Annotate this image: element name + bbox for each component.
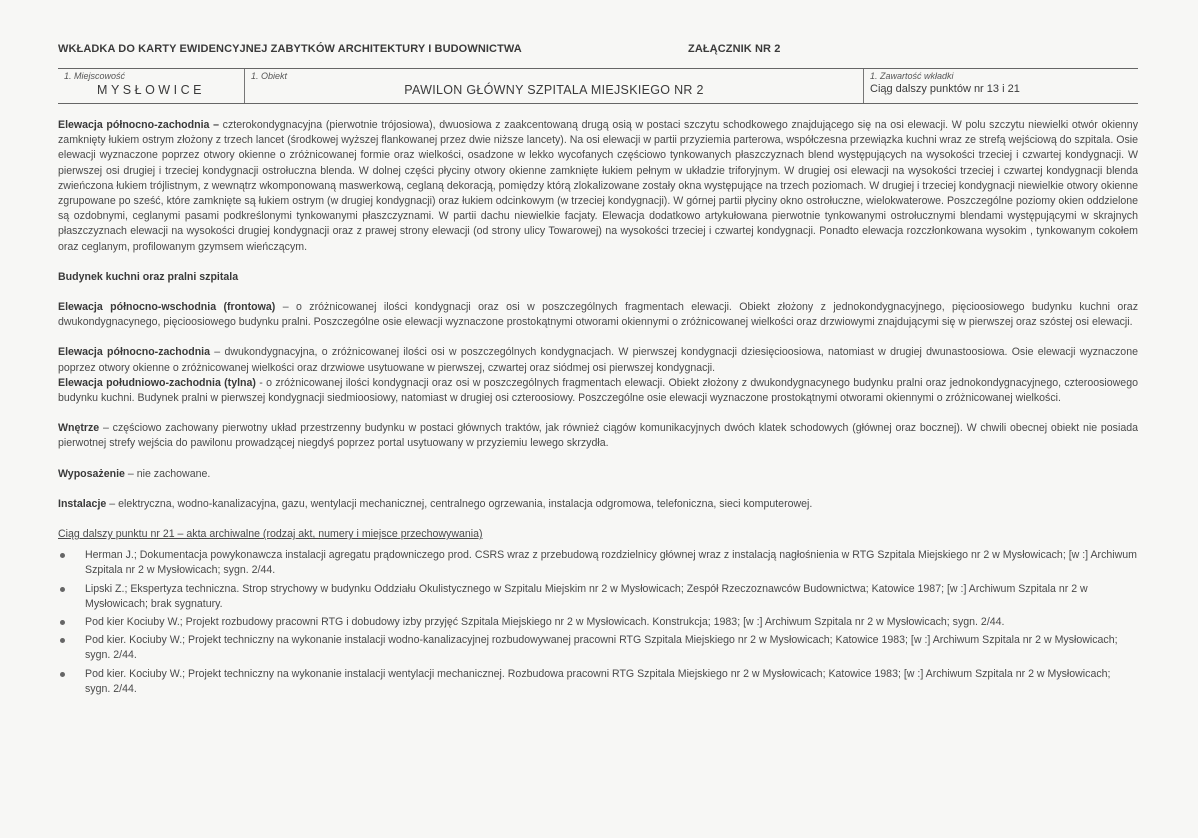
document-body bbox=[58, 118, 1138, 697]
locality-label: 1. Miejscowość bbox=[64, 71, 126, 81]
section-heading: Wnętrze bbox=[58, 422, 100, 435]
section-heading: Elewacja północno-zachodnia – bbox=[58, 119, 219, 131]
paragraph-text: czterokondygnacyjna (pierwotnie trójosiowa), dwuosiowa z zaakcentowaną drugą osią w postaci szczytu schodkowego znajdującego się na osi elewacji. W polu szczytu niewielki otwór okienny zamknięty łukiem ostrym złożony z trzech lancet (środkowej wyższej flankowanej przez dwie niższe lancety). Na osi elewacji w partii przyziemia parterowa, współczesna przewiązka kuchni wraz ze strefą wejściową do szpitala. Osie elewacji wyznaczone poprzez otwory okienne o zróżnicowanej formie oraz wielkości, osadzone w lekko wycofanych częściowo tynkowanych płaszczyznach blend występujących na wysokości trzeciej i czwartej kondygnacji. W pierwszej osi drugiej i trzeciej kondygnacji ostrołuczna blenda. W dolnej części płyciny otwory okienne zamknięte łukiem pełnym w układzie triforyjnym. W drugiej osi elewacji na wysokości trzeciej i czwartej kondygnacji blenda zwieńczona łukiem trójlistnym, z wewnątrz wkomponowaną maswerkową, ceglaną dekoracją, pomiędzy którą zlokalizowane zostały okna występujące na trzech poziomach. W drugiej i trzeciej kondygnacji niewielkie otwory okienne zgrupowane po sześć, które zamknięte są łukiem ostrym (w drugiej kondygnacji) oraz łukiem odcinkowym (w trzeciej kondygnacji). W górnej partii płyciny okno ostrołuczne, wielokwaterowe. Poszczególne poziomy okien oddzielone są ozdobnymi, ceglanymi pasami podkreślonymi tynkowanymi płaszczyznami. W partii dachu niewielkie facjaty. Elewacja dodatkowo artykułowana pierwotnie tynkowanymi ostrołucznymi blendami występującymi w skrajnych płaszczyznach elewacji na wysokości drugiej kondygnacji oraz z prawej strony elewacji (od strony ulicy Towarowej) na wysokości trzeciej i czwartej kondygnacji. Ponadto elewacja rozczłonkowana wysokim , tynkowanym cokołem oraz ceglanym, profilowanym gzymsem wieńczącym. bbox=[58, 119, 1138, 253]
reference-item bbox=[58, 633, 1138, 663]
reference-text: Pod kier. Kociuby W.; Projekt techniczny na wykonanie instalacji wentylacji mechanicznej. Rozbudowa pracowni RTG Szpitala Miejskiego nr 2 w Mysłowicach; Katowice 1983; [w :] Archiwum Szpitala nr 2 w Mysłowicach; sygn. 2/44. bbox=[85, 667, 1111, 695]
document-page bbox=[58, 40, 1138, 700]
paragraph-ne-elevation bbox=[58, 300, 1138, 330]
paragraph-text: – nie zachowane. bbox=[124, 467, 211, 480]
section-heading: Elewacja południowo-zachodnia (tylna) bbox=[58, 376, 256, 389]
paragraph-text: – elektryczna, wodno-kanalizacyjna, gazu, wentylacji mechanicznej, centralnego ogrzewania, instalacja odgromowa, telefoniczna, sieci komputerowej. bbox=[106, 497, 813, 510]
paragraph-sw-elevation bbox=[58, 376, 1138, 406]
reference-text: Lipski Z.; Ekspertyza techniczna. Strop strychowy w budynku Oddziału Okulistycznego w Szpitalu Miejskim nr 2 w Mysłowicach; Zespół Rzeczoznawców Budownictwa; Katowice 1987; [w :] Archiwum Szpitala nr 2 w Mysłowicach; brak sygnatury. bbox=[85, 582, 1088, 610]
paragraph-nw-elevation bbox=[58, 118, 1138, 255]
kitchen-heading: Budynek kuchni oraz pralni szpitala bbox=[58, 270, 239, 283]
paragraph-text: – dwukondygnacyjna, o zróżnicowanej ilości osi w poszczególnych kondygnacjach. W pierwszej kondygnacji dziesięcioosiowa, natomiast w drugiej dwunastoosiowa. Osie elewacji wyznaczone poprzez otwory okienne o zróżnicowanej wielkości oraz drzwiowe usytuowane w pierwszej, czwartej oraz siódmej osi pierwszej kondygnacji. bbox=[58, 346, 1138, 374]
contents-value: Ciąg dalszy punktów nr 13 i 21 bbox=[870, 83, 1020, 95]
section-heading: Elewacja północno-wschodnia (frontowa) bbox=[58, 301, 276, 314]
section-heading: Wyposażenie bbox=[58, 467, 125, 480]
reference-item bbox=[58, 667, 1138, 697]
paragraph-interior bbox=[58, 421, 1138, 451]
locality-cell bbox=[58, 69, 245, 103]
reference-text: Pod kier Kociuby W.; Projekt rozbudowy pracowni RTG i dobudowy izby przyjęć Szpitala Miejskiego nr 2 w Mysłowicach. Konstrukcja; 1983; [w :] Archiwum Szpitala nr 2 w Mysłowicach; sygn. 2/44. bbox=[85, 616, 1005, 629]
paragraph-nw-elevation-kitchen bbox=[58, 345, 1138, 375]
document-header bbox=[58, 40, 1138, 58]
object-label: 1. Obiekt bbox=[251, 71, 288, 81]
reference-text: Pod kier. Kociuby W.; Projekt techniczny na wykonanie instalacji wodno-kanalizacyjnej rozbudowywanej pracowni RTG Szpitala Miejskiego nr 2 w Mysłowicach; Katowice 1983; [w :] Archiwum Szpitala nr 2 w Mysłowicach; sygn. 2/44. bbox=[85, 634, 1118, 662]
locality-value: MYSŁOWICE bbox=[97, 83, 205, 97]
reference-item bbox=[58, 548, 1138, 578]
annex-label: ZAŁĄCZNIK NR 2 bbox=[688, 43, 781, 55]
document-title: WKŁADKA DO KARTY EWIDENCYJNEJ ZABYTKÓW ARCHITEKTURY I BUDOWNICTWA bbox=[58, 43, 522, 55]
bullet-icon bbox=[60, 638, 65, 643]
paragraph-text: - o zróżnicowanej ilości kondygnacji oraz osi w poszczególnych fragmentach elewacji. Obiekt złożony z dwukondygnacynego budynku pralni oraz jednokondygnacyjnego, czteroosiowego budynku kuchni. Budynek pralni w pierwszej kondygnacji siedmioosiowy, natomiast w drugiej osi czteroosiowy. Poszczególne osie elewacji wyznaczone prostokątnymi otworami okiennymi o zróżnicowanej wielkości. bbox=[58, 376, 1138, 405]
object-value: PAWILON GŁÓWNY SZPITALA MIEJSKIEGO NR 2 bbox=[404, 83, 704, 97]
object-cell bbox=[245, 69, 864, 103]
reference-item bbox=[58, 582, 1138, 612]
paragraph-installations bbox=[58, 497, 1138, 512]
contents-cell bbox=[864, 69, 1138, 103]
paragraph-equipment bbox=[58, 467, 1138, 482]
reference-text: Herman J.; Dokumentacja powykonawcza instalacji agregatu prądowniczego prod. CSRS wraz z przebudową rozdzielnicy głównej wraz z instalacją nagłośnienia w RTG Szpitala Miejskiego nr 2 w Mysłowicach; [w :] Archiwum Szpitala nr 2 w Mysłowicach; sygn. 2/44. bbox=[85, 549, 1137, 577]
paragraph-text: – częściowo zachowany pierwotny układ przestrzenny budynku w postaci głównych traktów, jak również ciągów komunikacyjnych dwóch klatek schodowych (głównej oraz bocznej). W chwili obecnej obiekt nie posiada pierwotnej strefy wejścia do pawilonu prowadzącej niegdyś poprzez portal usytuowany w przyziemiu lewego skrzydła. bbox=[58, 422, 1138, 450]
paragraph-text: – o zróżnicowanej ilości kondygnacji oraz osi w poszczególnych fragmentach elewacji. Obiekt złożony z jednokondygnacyjnego, pięcioosiowego budynku kuchni oraz dwukondygnacynego, pięcioosiowego budynku pralni. Poszczególne osie elewacji wyznaczone prostokątnymi otworami okiennymi o zróżnicowanej wielkości oraz drzwiowymi znajdującymi się w pierwszej oraz szóstej osi elewacji. bbox=[58, 301, 1138, 329]
references-heading: Ciąg dalszy punktu nr 21 – akta archiwalne (rodzaj akt, numery i miejsce przechowywania) bbox=[58, 528, 483, 541]
bullet-icon bbox=[60, 672, 65, 677]
bullet-icon bbox=[60, 620, 65, 625]
section-heading: Elewacja północno-zachodnia bbox=[58, 346, 211, 359]
references-list bbox=[58, 548, 1138, 697]
bullet-icon bbox=[60, 553, 65, 558]
section-heading: Instalacje bbox=[58, 497, 107, 510]
reference-item bbox=[58, 615, 1138, 630]
contents-label: 1. Zawartość wkładki bbox=[870, 71, 954, 81]
bullet-icon bbox=[60, 587, 65, 592]
meta-table bbox=[58, 68, 1138, 104]
